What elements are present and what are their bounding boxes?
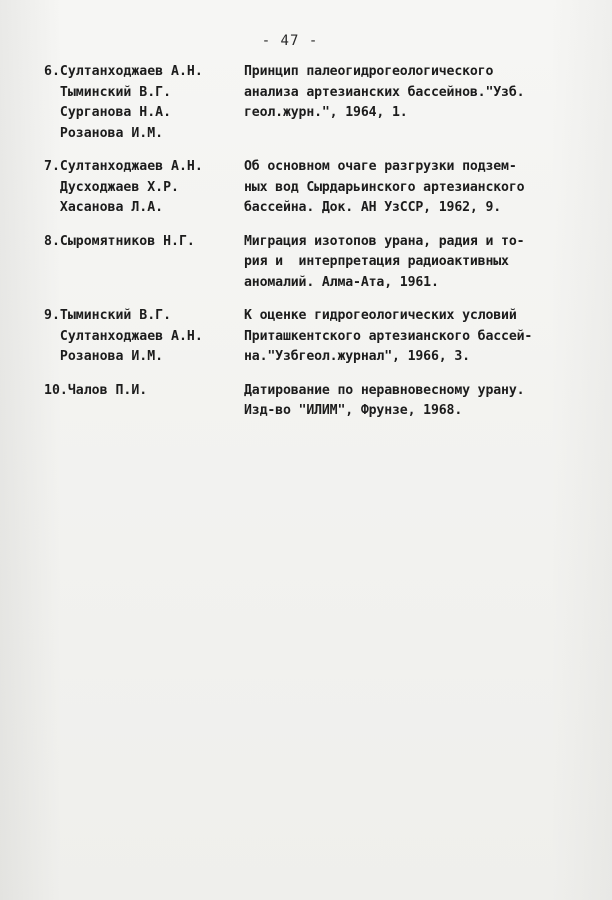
reference-text [244, 232, 594, 294]
text-line: Датирование по неравновесному урану. [244, 382, 525, 398]
text-line: Об основном очаге разгрузки подзем- [244, 159, 517, 174]
reference-authors [44, 62, 244, 144]
text-line: Приташкентского артезианского бассей- [244, 328, 533, 344]
reference-number: 8. [44, 233, 60, 249]
text-line: Миграция изотопов урана, радия и то- [244, 233, 525, 249]
reference-number: 9. [44, 308, 60, 323]
reference-text [244, 62, 594, 144]
author-line: Розанова И.М. [59, 125, 164, 141]
reference-item [44, 232, 594, 294]
author-line: Сурганова Н.А. [59, 105, 172, 120]
author-line: 10.Чалов П.И. [44, 382, 148, 398]
reference-authors [44, 157, 244, 219]
reference-item [44, 157, 594, 219]
reference-number: 10. [44, 382, 68, 398]
reference-text [244, 381, 594, 422]
reference-authors [44, 381, 244, 422]
author-line: 8.Сыромятников Н.Г. [44, 233, 195, 249]
reference-authors [44, 306, 244, 368]
text-line: Изд-во "ИЛИМ", Фрунзе, 1968. [244, 403, 463, 418]
author-line: 7.Султанходжаев А.Н. [44, 159, 203, 174]
author-line: Розанова И.М. [59, 349, 164, 364]
text-line: ных вод Сырдарьинского артезианского [244, 179, 525, 195]
author-line: 9.Тыминский В.Г. [44, 308, 172, 323]
reference-item [44, 381, 594, 422]
reference-number: 7. [44, 159, 60, 174]
reference-item [44, 62, 594, 144]
reference-text [244, 306, 594, 368]
author-line: Дусходжаев Х.Р. [59, 179, 179, 195]
reference-list [44, 62, 594, 435]
text-line: бассейна. Док. АН УзССР, 1962, 9. [244, 200, 502, 215]
author-line: Султанходжаев А.Н. [59, 328, 203, 344]
page-number: - 47 - [261, 33, 319, 49]
text-line: на."Узбгеол.журнал", 1966, 3. [244, 349, 470, 364]
reference-item [44, 306, 594, 368]
text-line: К оценке гидрогеологических условий [244, 308, 517, 323]
author-line: 6.Султанходжаев А.Н. [44, 64, 203, 79]
text-line: геол.журн.", 1964, 1. [244, 105, 408, 120]
author-line: Хасанова Л.А. [59, 200, 164, 215]
text-line: анализа артезианских бассейнов."Узб. [244, 84, 525, 100]
reference-text [244, 157, 594, 219]
text-line: Принцип палеогидрогеологического [244, 64, 494, 79]
reference-number: 6. [44, 64, 60, 79]
text-line: рия и интерпретация радиоактивных [244, 254, 509, 269]
author-line: Тыминский В.Г. [59, 84, 172, 100]
reference-authors [44, 232, 244, 294]
text-line: аномалий. Алма-Ата, 1961. [244, 274, 439, 290]
